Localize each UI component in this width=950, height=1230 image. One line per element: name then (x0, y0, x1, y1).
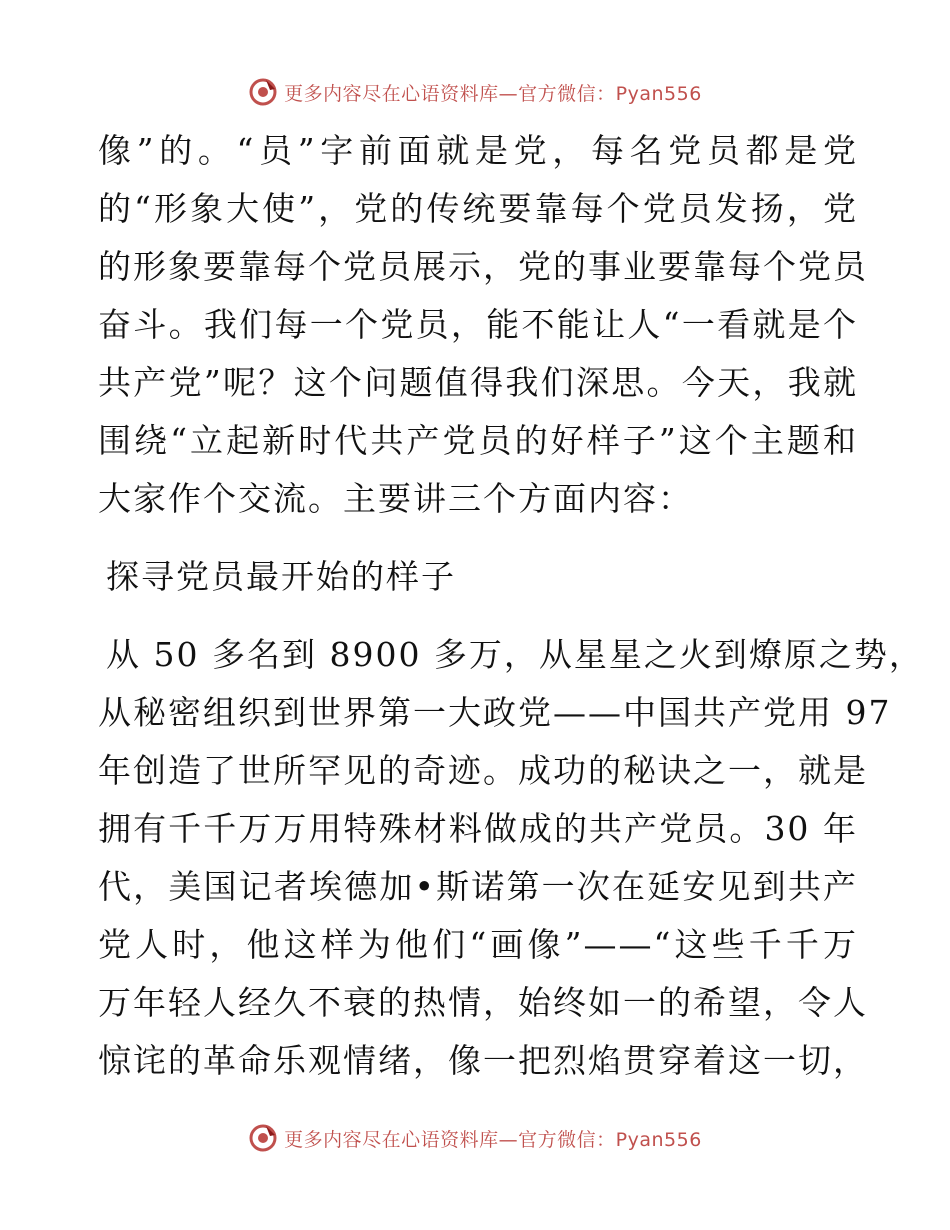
text-line: 的形象要靠每个党员展示，党的事业要靠每个党员 (98, 247, 868, 286)
document-body (98, 122, 924, 1090)
heading-text: 探寻党员最开始的样子 (106, 557, 456, 596)
text-line: 围绕“立起新时代共产党员的好样子”这个主题和 (98, 421, 858, 460)
text-line: 大家作个交流。主要讲三个方面内容： (98, 479, 693, 518)
paragraph-intro (98, 122, 868, 528)
text-line: 年创造了世所罕见的奇迹。成功的秘诀之一，就是 (98, 751, 868, 790)
text-line: 代，美国记者埃德加•斯诺第一次在延安见到共产 (98, 867, 858, 906)
text-line: 的“形象大使”，党的传统要靠每个党员发扬，党 (98, 189, 858, 228)
text-line: 惊诧的革命乐观情绪，像一把烈焰贯穿着这一切， (98, 1041, 868, 1080)
text-line: 从 50 多名到 8900 多万，从星星之火到燎原之势， (106, 635, 924, 674)
footer-watermark (0, 1118, 950, 1158)
paragraph-history (98, 626, 924, 1090)
text-line: 党人时，他这样为他们“画像”——“这些千千万 (98, 925, 858, 964)
watermark-text: 更多内容尽在心语资料库—官方微信：Pyan556 (284, 82, 702, 105)
text-line: 共产党”呢？这个问题值得我们深思。今天，我就 (98, 363, 858, 402)
header-watermark (0, 72, 950, 112)
text-line: 奋斗。我们每一个党员，能不能让人“一看就是个 (98, 305, 858, 344)
text-line: 像”的。“员”字前面就是党，每名党员都是党 (98, 131, 858, 170)
section-heading (98, 548, 858, 606)
text-line: 从秘密组织到世界第一大政党——中国共产党用 97 (98, 693, 892, 732)
text-line: 拥有千千万万用特殊材料做成的共产党员。30 年 (98, 809, 858, 848)
watermark-text: 更多内容尽在心语资料库—官方微信：Pyan556 (284, 1128, 702, 1151)
text-line: 万年轻人经久不衰的热情，始终如一的希望，令人 (98, 983, 868, 1022)
brand-logo-icon (248, 1123, 278, 1153)
brand-logo-icon (248, 77, 278, 107)
